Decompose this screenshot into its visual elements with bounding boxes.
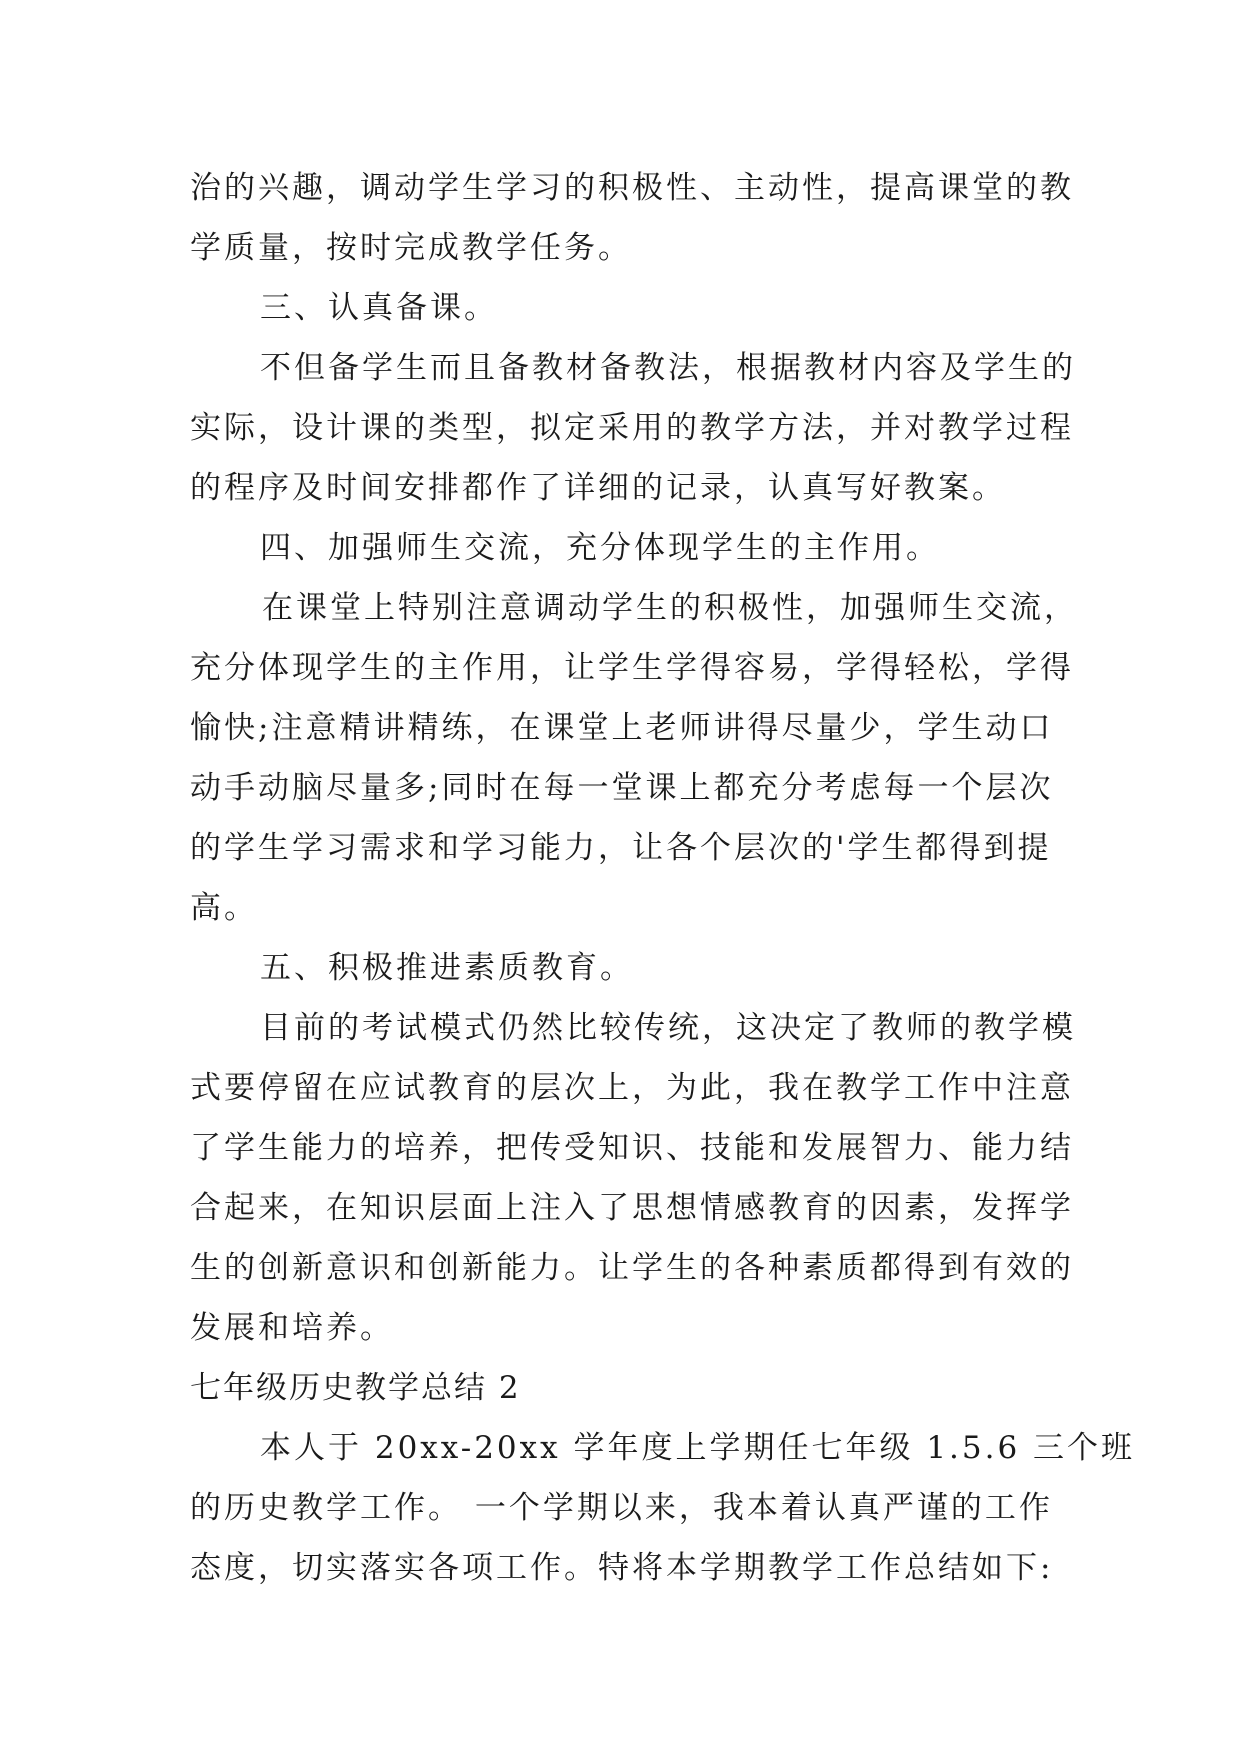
paragraph-line: 动手动脑尽量多;同时在每一堂课上都充分考虑每一个层次: [190, 770, 1054, 806]
paragraph-line: 不但备学生而且备教材备教法，根据教材内容及学生的: [260, 350, 1076, 386]
paragraph-line: 在课堂上特别注意调动学生的积极性，加强师生交流，: [262, 590, 1078, 626]
document-subtitle: 七年级历史教学总结 2: [190, 1370, 521, 1406]
paragraph-line: 实际，设计课的类型，拟定采用的教学方法，并对教学过程: [190, 410, 1074, 446]
document-body: [190, 158, 1136, 1598]
paragraph-line: 的程序及时间安排都作了详细的记录，认真写好教案。: [190, 470, 1006, 506]
paragraph-line: 本人于 20xx-20xx 学年度上学期任七年级 1.5.6 三个班: [260, 1430, 1136, 1466]
paragraph-line: 式要停留在应试教育的层次上，为此，我在教学工作中注意: [190, 1070, 1074, 1106]
paragraph-line: 目前的考试模式仍然比较传统，这决定了教师的教学模: [260, 1010, 1076, 1046]
paragraph-line: 态度，切实落实各项工作。特将本学期教学工作总结如下:: [190, 1550, 1054, 1586]
paragraph-line: 学质量，按时完成教学任务。: [190, 230, 632, 266]
section-heading: 三、认真备课。: [260, 290, 498, 326]
paragraph-line: 生的创新意识和创新能力。让学生的各种素质都得到有效的: [190, 1250, 1074, 1286]
paragraph-line: 愉快;注意精讲精练，在课堂上老师讲得尽量少，学生动口: [190, 710, 1054, 746]
section-heading: 四、加强师生交流，充分体现学生的主作用。: [260, 530, 940, 566]
paragraph-line: 发展和培养。: [190, 1310, 394, 1346]
paragraph-line: 充分体现学生的主作用，让学生学得容易，学得轻松，学得: [190, 650, 1074, 686]
section-heading: 五、积极推进素质教育。: [260, 950, 634, 986]
paragraph-line: 的历史教学工作。 一个学期以来，我本着认真严谨的工作: [190, 1490, 1053, 1526]
paragraph-line: 高。: [190, 890, 258, 926]
paragraph-line: 合起来，在知识层面上注入了思想情感教育的因素，发挥学: [190, 1190, 1074, 1226]
paragraph-line: 的学生学习需求和学习能力，让各个层次的'学生都得到提: [190, 830, 1052, 866]
paragraph-line: 了学生能力的培养，把传受知识、技能和发展智力、能力结: [190, 1130, 1074, 1166]
paragraph-line: 治的兴趣，调动学生学习的积极性、主动性，提高课堂的教: [190, 170, 1074, 206]
